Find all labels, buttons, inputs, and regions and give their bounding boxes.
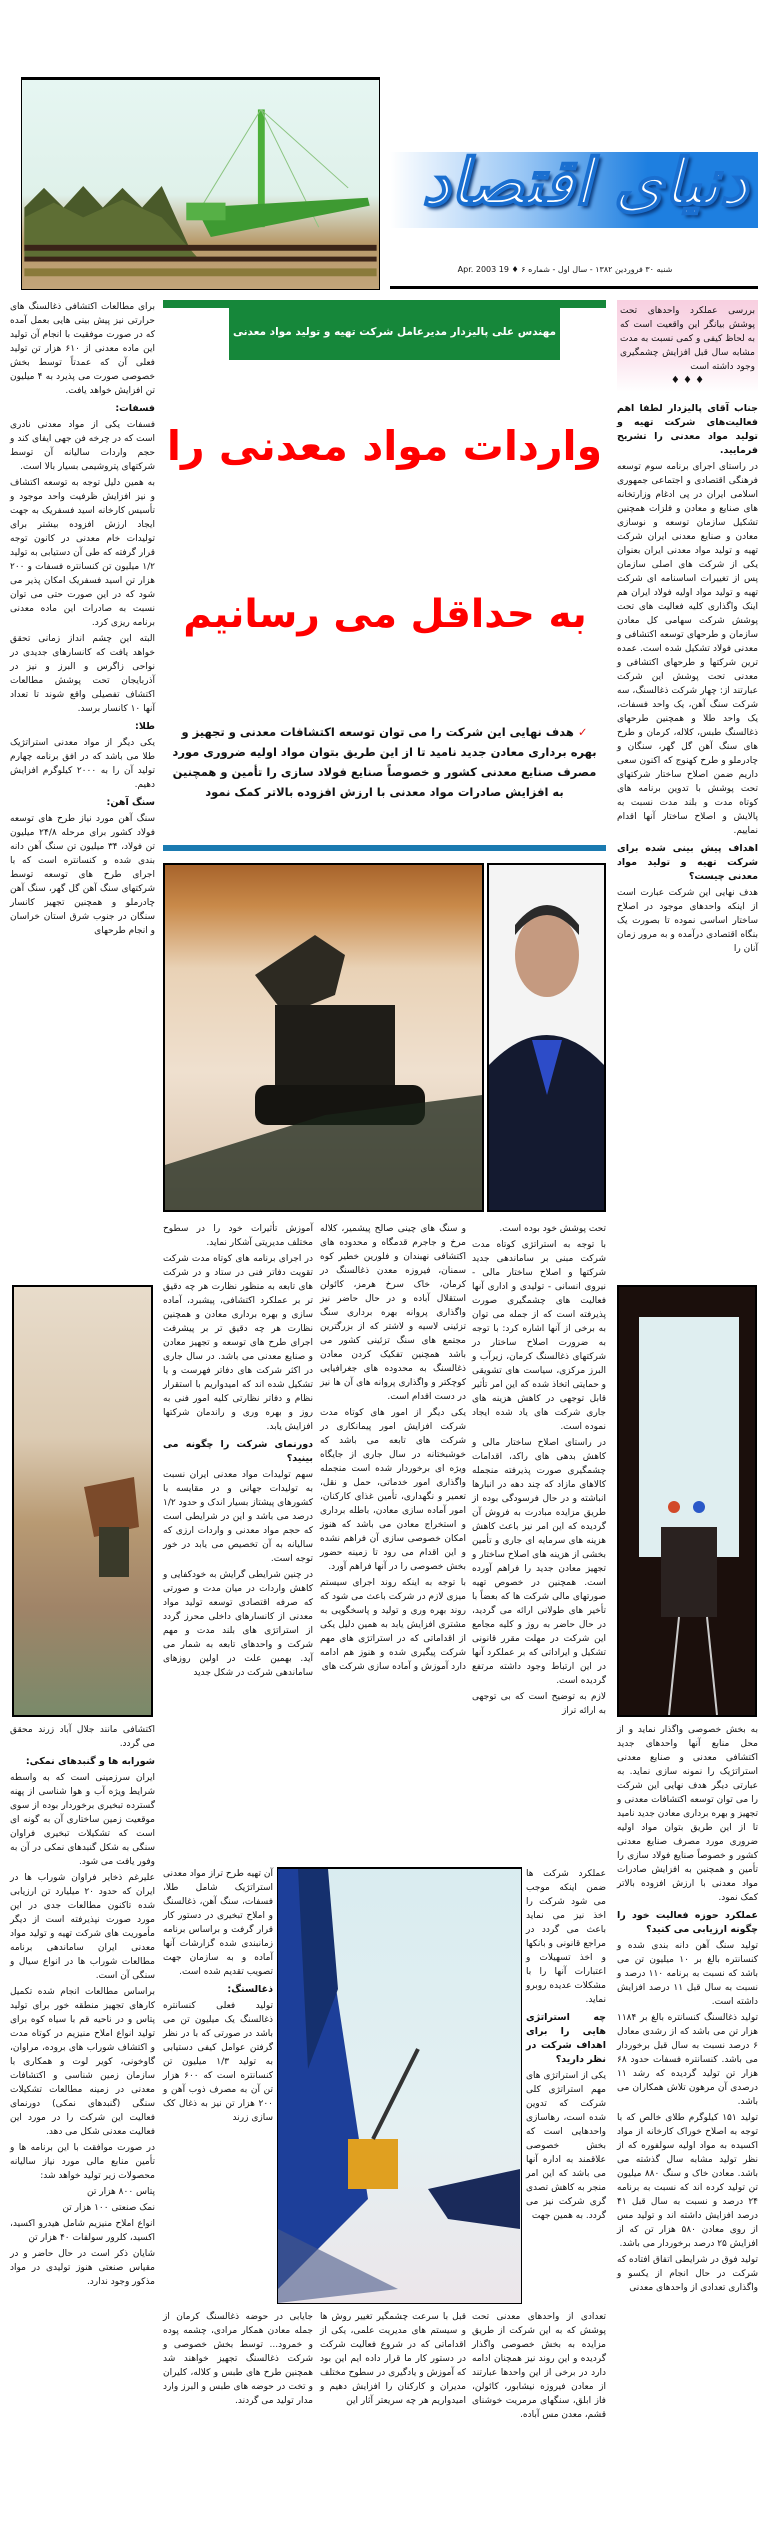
paragraph: عملکرد شرکت ها ضمن اینکه موجب می شود شرکت را اخذ نیز می نماید باعث می گردد در مراجع قانونی و بانکها و اخذ تسهیلات و اعتبارات آنها را با مشکلات عدیده روبرو نماید. — [526, 1869, 606, 2005]
paragraph: شایان ذکر است در حال حاضر و در مقیاس صنعتی هنوز تولیدی در مواد مذکور وجود ندارد. — [10, 2249, 155, 2287]
interviewee-banner: مهندس علی پالیزدار مدیرعامل شرکت تهیه و تولید مواد معدنی — [229, 300, 560, 360]
left-column-bottom — [10, 1723, 155, 2291]
summary-box — [617, 300, 758, 392]
masthead-rule — [390, 286, 758, 289]
section-heading: سنگ آهن: — [106, 797, 155, 808]
paragraph: البته این چشم انداز زمانی تحقق خواهد یافت که کانسارهای جدیدی در نواحی زاگرس و البرز و نیز در آذربایجان تحت پوشش مطالعات اکتشاف تفصیلی واقع شوند تا تعداد آنها ۱۰ کانسار برسد. — [10, 634, 155, 714]
portrait-photo — [487, 863, 606, 1212]
paragraph: فسفات یکی از مواد معدنی نادری است که در چرخه فن جهی ایفای کند و حجم واردات سالیانه آن توسط شرکتهای پتروشیمی بسیار بالا است. — [10, 420, 155, 472]
quarry-photo — [12, 1285, 153, 1717]
mine-excavator-photo — [163, 863, 484, 1212]
paragraph: و سنگ های چینی صالح پیشمیر، کلاله مرخ و جاجرم قدمگاه و محدوده های اکتشافی نهبندان و فلورین خطیر کوه سمنان، فیروزه معدن ذغالسنگ در کرمان، خاک سرخ هرمز، کائولن استقلال آباده و در حال حاضر نیز واگذاری پروانه بهره برداری سنگ تزئینی لاسیه و لاشتر که از بزرگترین مجتمع های سنگ تزئینی کشور می باشد همچنین تفکیک کردن معادن ذغالسنگ به محدوده های جغرافیایی کوچکتر و واگذاری پروانه های آن ها نیز در دست اقدام است. — [320, 1224, 466, 1402]
paragraph: تولید ۱۵۱ کیلوگرم طلای خالص که با توجه به اصلاح خوراک کارخانه از مواد اکسیده به مواد اولیه سولفوره که از نظر تولید مشابه سال گذشته می باشد. معادن خاک و سنگ ۸۸۰ میلیون تن تولید کرده اند که نسبت به برنامه ۲۴ درصد و نسبت به سال قبل ۴۱ درصد افزایش داشته اند و تولید مس از روی معادن ۵۸۰ هزار تن که از افزایش ۲۵ درصد برخوردار می باشد. — [617, 2113, 759, 2249]
paragraph: تولید ذغالسنگ کنسانتره بالغ بر ۱۱۸۴ هزار تن می باشد که از رشدی معادل ۶ درصد نسبت به سال قبل برخوردار می باشد. کنسانتره فسفات حدود ۶۸ هزار تن تولید گردیده که رشد ۱۱ درصدی آن مرهون تلاش همکاران می باشد. — [617, 2013, 758, 2107]
paragraph: یکی دیگر از مواد معدنی استراتژیک طلا می باشد که در افق برنامه چهارم تولید آن را به ۲۰۰۰ کیلوگرم افزایش دهیم. — [10, 738, 155, 790]
paragraph: به همین دلیل توجه به توسعه اکتشاف و نیز افزایش ظرفیت واحد موجود و تأسیس کارخانه اسید فسفریک به جهت ایجاد ارزش افزوده بیشتر برای تولیدات خام معدنی در کانون توجه قرار گرفته که طی آن دستیابی به تولید ۱/۲ میلیون تن کنسانتره فسفات و ۲۰۰ هزار تن اسید فسفریک امکان پذیر می شود که در این صورت حتی می توان نسبت به صادرات این ماده معدنی برنامه ریزی کرد. — [10, 478, 155, 628]
paragraph: تحت پوشش خود بوده است. — [499, 1224, 606, 1234]
top-photo-stacker-reclaimer — [21, 77, 380, 290]
summary-text: بررسی عملکرد واحدهای تحت پوشش بیانگر این واقعیت است که به لحاظ کیفی و کمی نسبت به مدت مشابه سال قبل افزایش چشمگیری وجود داشته است — [620, 306, 755, 372]
paragraph: سنگ آهن مورد نیاز طرح های توسعه فولاد کشور برای مرحله ۲۴/۸ میلیون تن فولاد، ۳۴ میلیون تن سنگ آهن دانه بندی شده و کنسانتره است که با اجرای طرح های توسعه توسط شرکتهای سنگ آهن گل گهر، سنگ آهن چادرملو و همچنین تجهیز کانسار سنگان در جنوب شرق استان خراسان و انجام طرحهای — [10, 814, 155, 936]
portrait-illustration — [489, 865, 604, 1210]
section-heading: فسفات: — [115, 403, 155, 414]
headline-line-2: به حداقل می رسانیم — [183, 592, 587, 637]
paragraph: اکتشافی مانند جلال آباد زرند محقق می گردد. — [10, 1725, 155, 1749]
bottom-column-b — [320, 2310, 466, 2410]
paragraph: هدف نهایی این شرکت عبارت است از اینکه واحدهای موجود در اصلاح ساختار اساسی نموده تا بصورت یک بنگاه اقتصادی درآمده و به مرور زمان آنان را — [617, 888, 758, 954]
right-column-top — [617, 398, 758, 958]
right-column-bottom — [617, 1723, 758, 2297]
paragraph: در راستای اجرای برنامه سوم توسعه فرهنگی اقتصادی و اجتماعی جمهوری اسلامی ایران در پی ادغام وزارتخانه های صنایع و معادن و فلزات همچنین تشکیل سازمان توسعه و نوسازی معادن و صنایع معدنی ایران شرکت تهیه و تولید مواد معدنی ایران بعنوان یکی از شرکت های اصلی سازمان پس از تغییرات اساسنامه ای شرکت تهیه و تولید مواد اولیه فولاد ایران هم اینک واگذاری کلیه فعالیت های تحت پوشش شرکت سهامی کل معادن سازمان و طرحهای توسعه اکتشافی و معدنی فولاد تشکیل شده است. عمده ترین شرکتها و طرحهای اکتشافی و معدنی تحت پوشش این شرکت عبارتند از: چهار شرکت ذغالسنگ، سه شرکت سنگ آهن، یک واحد فسفات، یک واحد طلا و همچنین طرحهای ذغالسنگ طبس، کلاله، کرمان و طرح های سنگ آهن گل گهر، سنگان و چادرملو و طرح کهنوج که اکنون سعی داریم ضمن اصلاح ساختار شرکتهای تحت پوشش با تدوین برنامه های کوتاه مدت و بلند مدت نسبت به پالایش و اصلاح ساختار آنها اقدام نماییم. — [617, 462, 758, 836]
mine-tunnel-photo — [617, 1285, 757, 1717]
left-column-top — [10, 300, 155, 940]
section-heading: طلا: — [135, 721, 155, 732]
paragraph: در چنین شرایطی گرایش به خودکفایی و کاهش واردات در میان مدت و صورتی که صرفه اقتصادی توسعه تولید مواد معدنی از کانسارهای داخلی محرز گردد از استراتژی های بلند مدت و مهم شرکت و واحدهای تابعه به شمار می آید. بهمین علت در اولین روزهای ساماندهی شرکت در شکل جدید — [163, 1570, 313, 1678]
excavator-illustration — [165, 865, 482, 1210]
paragraph: جایابی در حوضه ذغالسنگ کرمان از جمله معادن همکار مرادی، چشمه پوده و خمرود... توسط بخش خصوصی و شرکت ذغالسنگ تجهیز خواهند شد همچنین طرح های طبس و کلاله، کلیران و تخت در حوضه های طبس و البرز وارد مدار تولید می گردند. — [163, 2312, 313, 2406]
subheadline-text: هدف نهایی این شرکت را می توان توسعه اکتشافات معدنی و تجهیز و بهره برداری معادن جدید نامید تا از این طریق بتوان مواد اولیه ضروری مورد مصرف صنایع معدنی کشور و خصوصاً صنایع فولاد سازی را تأمین و همچنین به افزایش صادرات مواد معدنی با ارزش افزوده بالاتر کمک نمود — [172, 725, 597, 799]
paragraph: براساس مطالعات انجام شده تکمیل کارهای تجهیز منطقه خور برای تولید پتاس و در ناحیه قم با سیاه کوه برای تولید انواع املاح منیزیم در کوتاه مدت و اکتشاف شوراب های بروده، مراوان، گاوخونی، کویر لوت و همکاری با سازمان زمین شناسی و اکتشافات معدنی در زمینه مطالعات تشکیلات سنگی (گنبدهای نمکی) دورنمای فعالیت این شرکت را در مورد این فعالیت معدنی شکل می دهد. — [10, 1987, 155, 2137]
paragraph: نمک صنعتی ۱۰۰ هزار تن — [62, 2203, 155, 2213]
checkmark-icon: ✓ — [577, 725, 588, 739]
paragraph: تولید فوق در شرایطی اتفاق افتاده که شرکت در حال انجام از یکسو و واگذاری تعدادی از واحدهای معدنی — [617, 2255, 758, 2293]
paragraph: قبل با سرعت چشمگیر تغییر روش ها و سیستم های مدیریت علمی، یکی از اقداماتی که در شروع فعالیت شرکت در دستور کار ما قرار داده ایم این بود که آموزش و یادگیری در سطوح مختلف مدیران و کارکنان را افزایش دهیم و امیدواریم هر چه سریعتر آثار این — [320, 2312, 466, 2406]
paragraph: با توجه به استراتژی کوتاه مدت شرکت مبنی بر ساماندهی جدید شرکتها و اصلاح ساختار مالی - نیروی انسانی - تولیدی و اداری آنها فعالیت های چشمگیری صورت پذیرفته است که از جمله می توان به برخی از آنها اشاره کرد: با توجه به ضرورت اصلاح ساختار در شرکتهای ذغالسنگ کرمان، زیرآب و البرز مرکزی، سیاست های تشویقی و حمایتی اتخاذ شده که این امر تأثیر قابل توجهی در کاهش هزینه های جاری شرکت های یاد شده ایجاد نموده است. — [472, 1240, 606, 1432]
quarry-illustration — [14, 1287, 151, 1715]
paragraph: آموزش تأثیرات خود را در سطوح مختلف مدیریتی آشکار نماید. — [163, 1224, 313, 1248]
paragraph: تولید فعلی کنسانتره ذغالسنگ یک میلیون تن می باشد در صورتی که با در نظر گرفتن عوامل کیفی دستیابی به تولید ۱/۳ میلیون تن کنسانتره است که ۶۰۰ هزار تن آن به مصرف ذوب آهن و ۲۰۰ هزار تن نیز به ذغال کک سازی زرند — [163, 2001, 273, 2123]
middle-column-a-narrow — [526, 1867, 606, 2225]
masthead-title: دنیای اقتصاد — [421, 145, 749, 219]
section-heading: اهداف پیش بینی شده برای شرکت تهیه و تولید مواد معدنی چیست؟ — [617, 843, 758, 882]
paragraph: علیرغم ذخایر فراوان شوراب ها در ایران که حدود ۲۰ میلیارد تن ارزیابی شده تاکنون مطالعات جدی در این مورد صورت نپذیرفته است از دیگر مأموریت های شرکت تهیه و تولید مواد معدنی ایران ساماندهی برنامه مطالعات شوراب ها در انواع سیال و سنگی آن است. — [10, 1873, 155, 1981]
paragraph: آن تهیه طرح تراز مواد معدنی استراتژیک شامل طلا، فسفات، سنگ آهن، ذغالسنگ و املاح تبخیری در دستور کار قرار گرفت و براساس برنامه زمانبندی شده گزارشات آنها آماده و به سازمان جهت تصویب تقدیم شده است. — [163, 1869, 273, 1977]
section-heading: ذغالسنگ: — [227, 1984, 273, 1995]
excavator-pile-illustration — [278, 1869, 520, 2303]
middle-column-b — [320, 1222, 466, 1676]
section-heading: عملکرد حوزه فعالیت خود را چگونه ارزیابی می کنید؟ — [617, 1910, 758, 1935]
subheadline — [168, 722, 601, 802]
paragraph: لازم به توضیح است که بی توجهی به ارائه تراز — [472, 1692, 606, 1716]
paragraph: برای مطالعات اکتشافی ذغالسنگ های حرارتی نیز پیش بینی هایی بعمل آمده که در صورت موفقیت با انجام آن تولید این ماده معدنی از ۶۱۰ هزار تن تولید فعلی آن که عمدتاً توسط بخش خصوصی صورت می پذیرد به ۴ میلیون تن افزایش خواهد یافت. — [10, 302, 156, 396]
paragraph: با توجه به اینکه روند اجرای سیستم میزی لازم در شرکت باعث می شود که روند بهره وری و تولید و پاسخگویی به مشتری افزایش یابد به همین دلیل یکی از اقداماتی که در استراتژی های مهم شرکت پیگیری شده و هنوز هم ادامه دارد آموزش و آماده سازی شرکت های — [320, 1578, 466, 1672]
middle-column-c — [163, 1222, 313, 1682]
paragraph: انواع املاح منیزیم شامل هیدرو اکسید، اکسید، کلرور سولفات ۴۰ هزار تن — [10, 2219, 155, 2243]
stacker-reclaimer-illustration — [22, 80, 379, 289]
paragraph: در راستای اصلاح ساختار مالی و کاهش بدهی های راکد، اقدامات چشمگیری صورت پذیرفته منجمله کالاهای مازاد که چند دهه در انبارها انباشته و در حال فرسودگی بوده از طریق مزایده مبادرت به فروش آن گردیده که این امر نیز باعث کاهش هزینه های سرمایه ای جاری و تأمین بخشی از هزینه های اصلاح ساختار و تجهیز معادن جدید را فراهم آورده است. همچنین در خصوص تهیه صورتهای مالی شرکت ها که بعضاً با تأخیر های طولانی ارائه می گردید، در حال حاضر به روز و کلیه مجامع این شرکت در مهلت مقرر قانونی تشکیل و ایراداتی که بر عملکرد آنها در این ارتباط وجود داشته مرتفع گردیده است. — [472, 1438, 606, 1686]
section-heading: جناب آقای پالیزدار لطفا اهم فعالیت‌های شرکت تهیه و تولید مواد معدنی را تشریح فرمایید. — [617, 403, 758, 456]
section-heading: دورنمای شرکت را چگونه می بینید؟ — [163, 1439, 313, 1464]
paragraph: در اجرای برنامه های کوتاه مدت شرکت تقویت دفاتر فنی در ستاد و در شرکت های تابعه به منظور نظارت هر چه دقیق تر بر عملکرد اکتشافی، پیشبرد، آماده سازی و بهره برداری معادن و همچنین نظارت هر چه دقیق تر بر پیشرفت اجرای طرح های توسعه و تجهیز معادن و صنایع معدنی می باشد. در سال جاری در اکثر شرکت های دفاتر فهرست و یا تشکیل شده اند که امیدواریم با استقرار نظام و دفاتر نظارتی کلیه امور فنی به روز و بهره وری و راندمان شرکتها افزایش یابد. — [163, 1254, 313, 1432]
paragraph: تولید سنگ آهن دانه بندی شده و کنسانتره بالغ بر ۱۰ میلیون تن می باشد که نسبت به برنامه ۱۱۰ درصد و نسبت به سال قبل ۱۱ درصد افزایش داشته است. — [617, 1941, 758, 2007]
paragraph: تعدادی از واحدهای معدنی تحت پوشش که به این شرکت از طریق مزایده به بخش خصوصی واگذار گردیده و این روند نیز همچنان ادامه دارد در برخی از این واحدها عبارتند از معادن فیروزه نیشابور، کائولن، فاز ابلق، سنگهای مرمریت خوشنای قشم، معدن مس آباده. — [472, 2312, 606, 2420]
paragraph: یکی دیگر از امور های کوتاه مدت شرکت افزایش امور پیمانکاری در شرکت های تابعه می باشد که خوشبختانه در سال جاری از جایگاه ویژه ای برخوردار شده است منجمله واگذاری امور خدماتی، حمل و نقل، تعمیر و نگهداری، تأمین غذای کارکنان، امور آماده سازی معادن، باطله برداری و استخراج معادن می باشد که هنوز امکان خصوصی سازی آن فراهم نشده و این اقدام می رود تا زمینه حضور بخش خصوصی را در آنها فراهم آورد. — [320, 1408, 466, 1572]
bottom-column-c — [163, 2310, 313, 2410]
tunnel-illustration — [619, 1287, 755, 1715]
paragraph: پتاس ۸۰۰ هزار تن — [87, 2187, 155, 2197]
bottom-column-a — [472, 2310, 606, 2424]
headline-line-1: واردات مواد معدنی را — [166, 422, 603, 470]
middle-column-c-narrow — [163, 1867, 273, 2127]
paragraph: به بخش خصوصی واگذار نماید و از محل منابع آنها واحدهای جدید اکتشافی معدنی و صنایع معدنی استراتژیک را نمونه سازی نماید. به عبارتی دیگر هدف نهایی این شرکت را می توان توسعه اکتشافات معدنی و تجهیز و بهره برداری معادن جدید نامید تا از این طریق بتوان مواد اولیه ضروری مورد مصرف صنایع معدنی کشور و خصوصاً صنایع فولاد سازی را تأمین و همچنین به افزایش صادرات مواد معدنی با ارزش افزوده بالاتر کمک نمود. — [617, 1725, 758, 1903]
paragraph: سهم تولیدات مواد معدنی ایران نسبت به تولیدات جهانی و در مقایسه با کشورهای پیشتاز بسیار اندک و حدود ۱/۲ درصد می باشد و این در شرایطی است که حجم مواد معدنی و واردات ارزی که سالیانه به آن تخصیص می یابد در خور توجه است. — [163, 1470, 313, 1564]
middle-column-a — [472, 1222, 606, 1720]
excavator-at-coal-pile-photo — [277, 1867, 522, 2304]
issue-date-line: شنبه ۳۰ فروردین ۱۳۸۲ - سال اول - شماره ۶ ♦ 19 Apr. 2003 — [457, 265, 673, 274]
section-heading: شورابه ها و گنبدهای نمکی: — [25, 1756, 155, 1767]
paragraph: یکی از استراتژی های مهم استراتژی کلی شرکت که تدوین شده است، رهاسازی واحدهایی است که بخش خصوصی علاقمند به اداره آنها می باشد که این امر منجر به کاهش تصدی گری شرکت نیز می گردد. به همین جهت — [526, 2071, 606, 2221]
blue-rule — [163, 845, 606, 851]
section-heading: چه استراتژی هایی را برای اهداف شرکت در نظر دارید؟ — [526, 2012, 606, 2065]
summary-divider: ♦ ♦ ♦ — [670, 375, 705, 386]
paragraph: ایران سرزمینی است که به واسطه شرایط ویژه آب و هوا شناسی از پهنه گسترده تبخیری برخوردار بوده از سوی موقعیت زمین ساختاری آن به گونه ای است که تشکیلات تبخیری فراوان سنگی به شکل گنبدهای نمکی در آن به وفور یافت می شود. — [10, 1773, 155, 1867]
paragraph: در صورت موافقت با این برنامه ها و تأمین منابع مالی مورد نیاز سالیانه محصولات زیر تولید خواهد شد: — [10, 2143, 155, 2181]
